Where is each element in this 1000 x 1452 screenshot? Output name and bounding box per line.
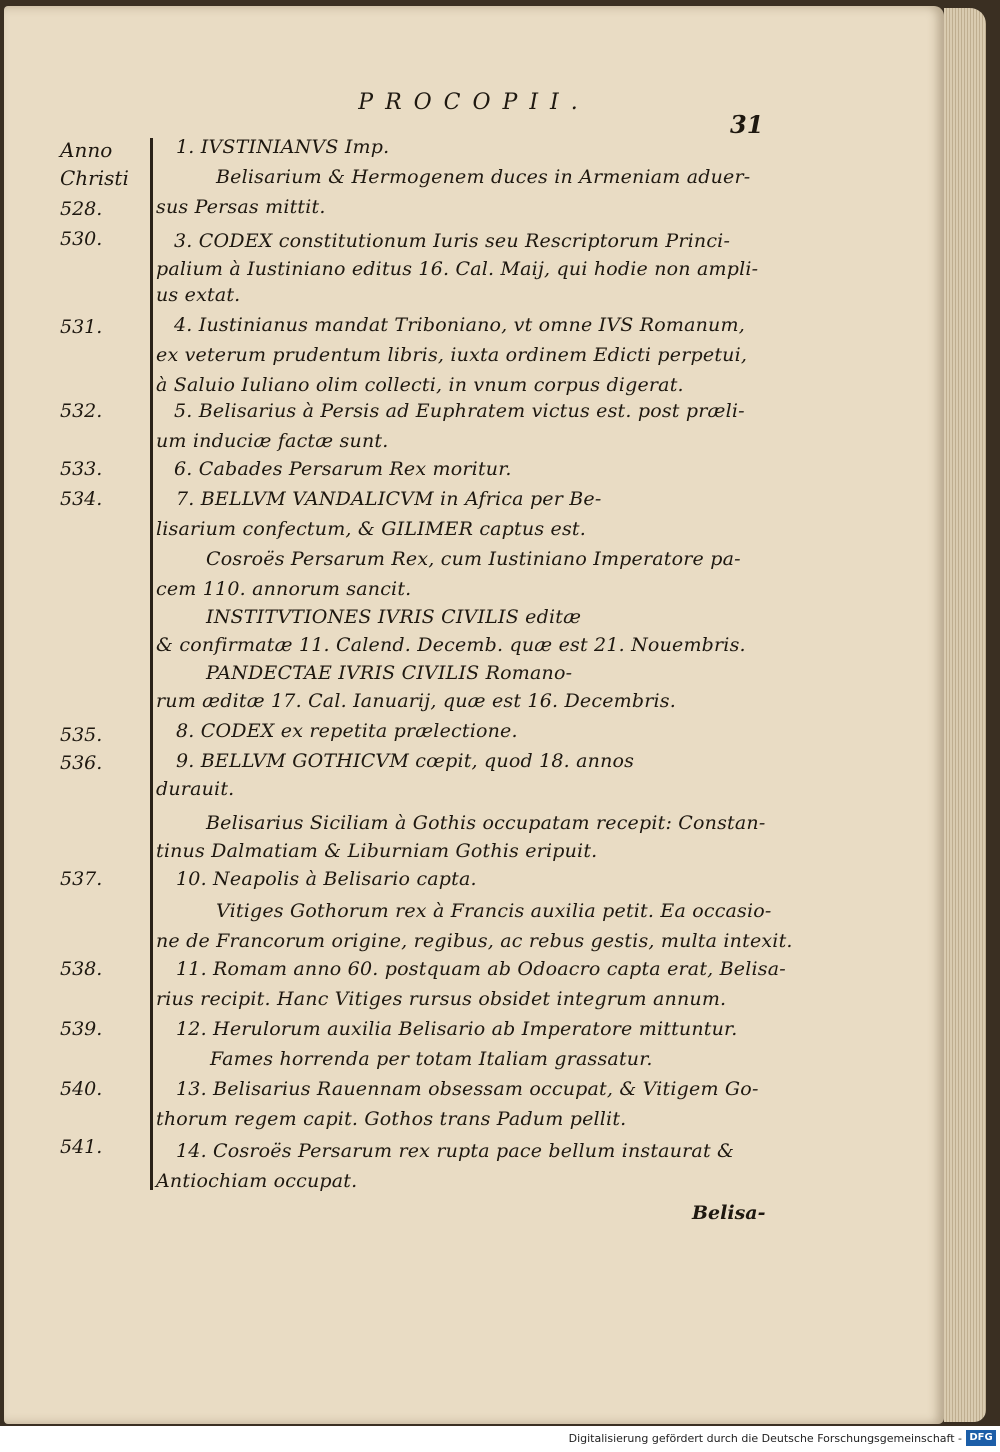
text-line: rum æditæ 17. Cal. Ianuarij, quæ est 16. Decembris. [156, 690, 676, 712]
year-entry: 536. [60, 752, 103, 774]
year-entry: 535. [60, 724, 103, 746]
year-entry: 532. [60, 400, 103, 422]
text-line: Vitiges Gothorum rex à Francis auxilia petit. Ea occasio- [216, 900, 772, 922]
running-header: PROCOPII. [358, 90, 590, 115]
text-line: 1. IVSTINIANVS Imp. [176, 136, 390, 158]
text-line: Antiochiam occupat. [156, 1170, 358, 1192]
text-line: 9. BELLVM GOTHICVM cœpit, quod 18. annos [176, 750, 635, 772]
dfg-logo: DFG [966, 1430, 996, 1446]
text-line: ne de Francorum origine, regibus, ac rebus gestis, multa intexit. [156, 930, 793, 952]
text-line: 11. Romam anno 60. postquam ab Odoacro capta erat, Belisa- [176, 958, 786, 980]
paper-page [4, 6, 944, 1424]
text-line: lisarium confectum, & GILIMER captus est. [156, 518, 586, 540]
text-line: INSTITVTIONES IVRIS CIVILIS editæ [206, 606, 582, 628]
digitization-footer [0, 1426, 1000, 1452]
year-entry: 538. [60, 958, 103, 980]
text-line: rius recipit. Hanc Vitiges rursus obsidet integrum annum. [156, 988, 727, 1010]
text-line: PANDECTAE IVRIS CIVILIS Romano- [206, 662, 573, 684]
text-line: 10. Neapolis à Belisario capta. [176, 868, 477, 890]
text-line: & confirmatæ 11. Calend. Decemb. quæ est 21. Nouembris. [156, 634, 746, 656]
year-entry: 534. [60, 488, 103, 510]
text-line: palium à Iustiniano editus 16. Cal. Maij, qui hodie non ampli- [156, 258, 759, 280]
footer-credit: Digitalisierung gefördert durch die Deutsche Forschungsgemeinschaft - [568, 1432, 962, 1445]
text-line: 5. Belisarius à Persis ad Euphratem victus est. post præli- [174, 400, 745, 422]
year-entry: 528. [60, 198, 103, 220]
text-line: Cosroës Persarum Rex, cum Iustiniano Imperatore pa- [206, 548, 741, 570]
chronology-text [4, 6, 944, 1426]
text-line: à Saluio Iuliano olim collecti, in vnum corpus digerat. [156, 374, 684, 396]
page-number: 31 [730, 110, 764, 139]
text-line: cem 110. annorum sancit. [156, 578, 412, 600]
text-line: um induciæ factæ sunt. [156, 430, 389, 452]
year-entry: 530. [60, 228, 103, 250]
text-line: us extat. [156, 284, 241, 306]
year-entry: 539. [60, 1018, 103, 1040]
text-line: sus Persas mittit. [156, 196, 326, 218]
text-line: 6. Cabades Persarum Rex moritur. [174, 458, 512, 480]
text-line: 12. Herulorum auxilia Belisario ab Imperatore mittuntur. [176, 1018, 738, 1040]
year-entry: 537. [60, 868, 103, 890]
text-line: thorum regem capit. Gothos trans Padum pellit. [156, 1108, 627, 1130]
text-line: 3. CODEX constitutionum Iuris seu Rescriptorum Princi- [174, 230, 731, 252]
text-line: Belisarium & Hermogenem duces in Armeniam aduer- [216, 166, 751, 188]
catchword: Belisa- [692, 1202, 766, 1224]
text-line: 4. Iustinianus mandat Triboniano, vt omne IVS Romanum, [174, 314, 745, 336]
text-line: 14. Cosroës Persarum rex rupta pace bellum instaurat & [176, 1140, 735, 1162]
text-line: 8. CODEX ex repetita prælectione. [176, 720, 518, 742]
text-line: Fames horrenda per totam Italiam grassatur. [210, 1048, 653, 1070]
page-edges [944, 8, 986, 1422]
christi-label: Christi [60, 166, 129, 190]
text-line: Belisarius Siciliam à Gothis occupatam recepit: Constan- [206, 812, 766, 834]
text-line: 7. BELLVM VANDALICVM in Africa per Be- [176, 488, 602, 510]
text-line: durauit. [156, 778, 235, 800]
year-entry: 533. [60, 458, 103, 480]
text-line: ex veterum prudentum libris, iuxta ordinem Edicti perpetui, [156, 344, 748, 366]
year-entry: 531. [60, 316, 103, 338]
anno-label: Anno [60, 138, 113, 162]
text-line: tinus Dalmatiam & Liburniam Gothis eripuit. [156, 840, 598, 862]
text-line: 13. Belisarius Rauennam obsessam occupat, & Vitigem Go- [176, 1078, 759, 1100]
year-entry: 541. [60, 1136, 103, 1158]
year-entry: 540. [60, 1078, 103, 1100]
